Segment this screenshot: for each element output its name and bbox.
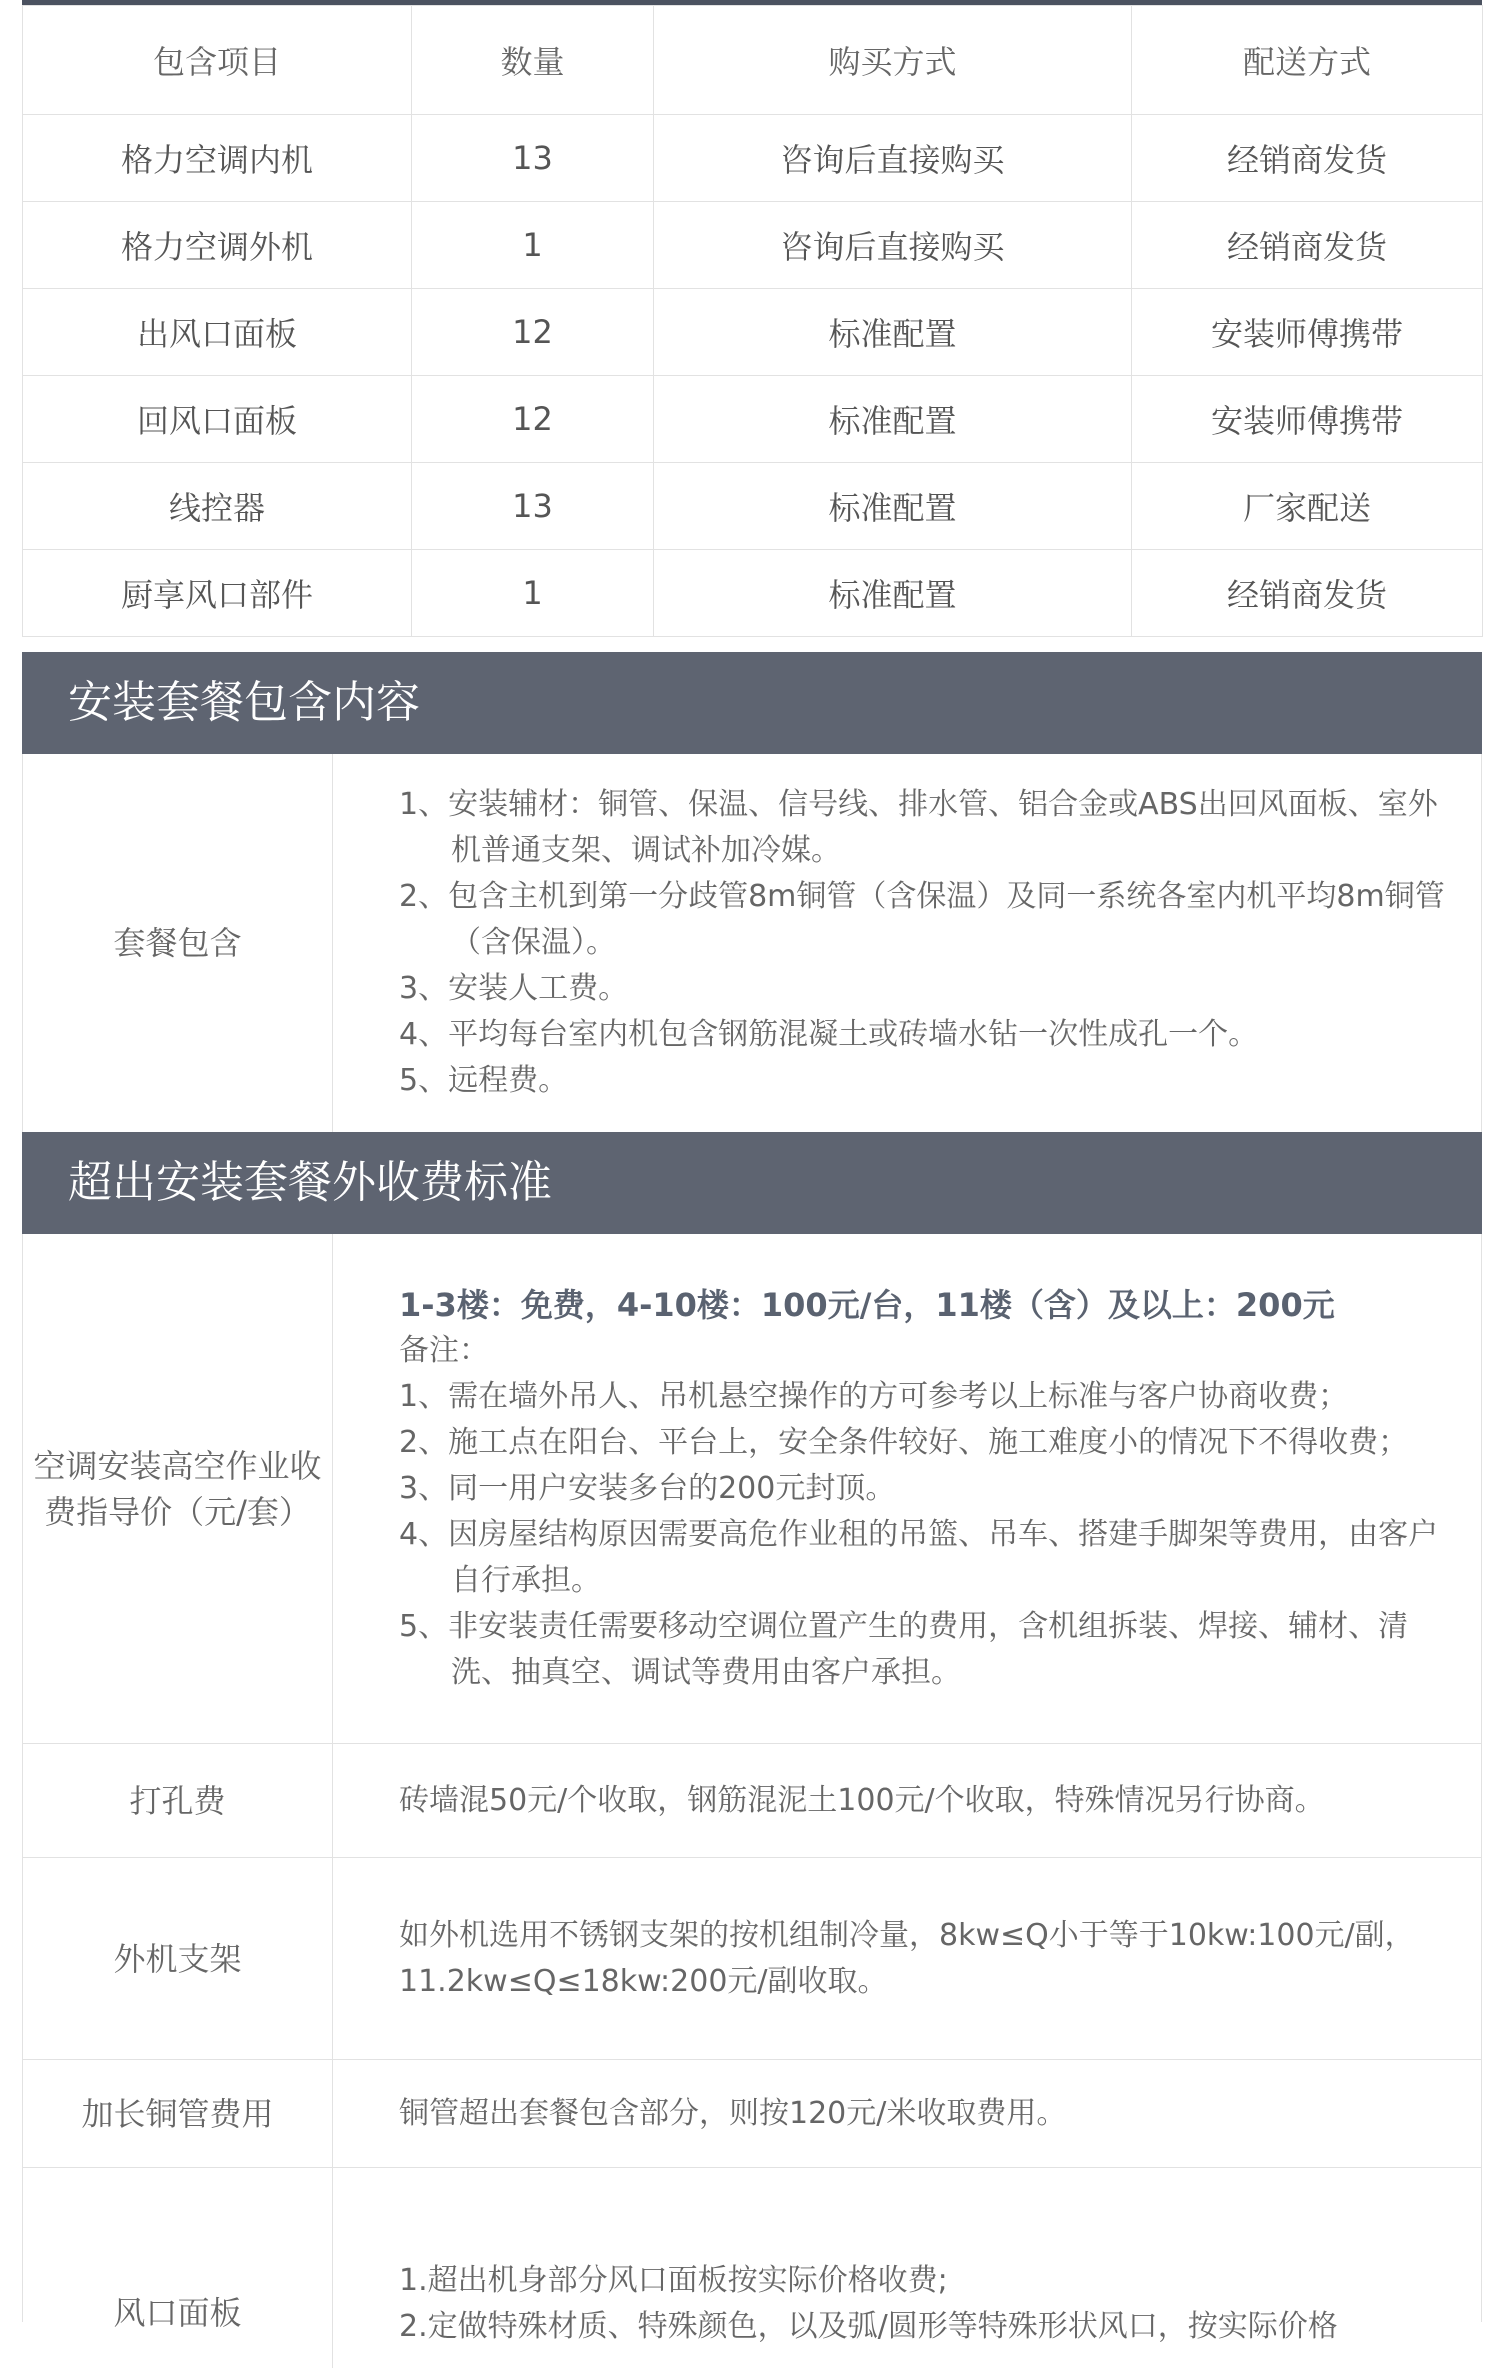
list-item: 1、需在墙外吊人、吊机悬空操作的方可参考以上标准与客户协商收费；: [399, 1378, 1349, 1414]
package-row: [23, 754, 1481, 1132]
list-item: 3、同一用户安装多台的200元封顶。: [399, 1470, 896, 1506]
quantity-cell: 13: [412, 115, 654, 202]
package-label: 套餐包含: [23, 754, 333, 1132]
vent-row: [23, 2168, 1481, 2368]
table-row: [23, 115, 1483, 202]
purchase-method-cell: 标准配置: [654, 550, 1132, 637]
delivery-method-cell: 经销商发货: [1132, 202, 1483, 289]
list-item: 1、安装辅材：铜管、保温、信号线、排水管、铝合金或ABS出回风面板、室外机普通支架、调试补加冷媒。: [399, 787, 1438, 868]
item-name-cell: 回风口面板: [23, 376, 412, 463]
item-name-cell: 线控器: [23, 463, 412, 550]
table-row: [23, 463, 1483, 550]
copper-row: [23, 2060, 1481, 2168]
column-header: 购买方式: [654, 6, 1132, 115]
item-name-cell: 格力空调内机: [23, 115, 412, 202]
drilling-label: 打孔费: [23, 1744, 333, 1857]
delivery-method-cell: 安装师傅携带: [1132, 289, 1483, 376]
column-header: 配送方式: [1132, 6, 1483, 115]
purchase-method-cell: 咨询后直接购买: [654, 202, 1132, 289]
copper-label: 加长铜管费用: [23, 2060, 333, 2167]
delivery-method-cell: 经销商发货: [1132, 550, 1483, 637]
high-altitude-row: [23, 1234, 1481, 1744]
note-label: 备注：: [399, 1332, 489, 1368]
bracket-label: 外机支架: [23, 1858, 333, 2059]
list-item: 3、安装人工费。: [399, 971, 629, 1006]
high-altitude-label: 空调安装高空作业收费指导价（元/套）: [23, 1234, 333, 1743]
list-item: 2、施工点在阳台、平台上，安全条件较好、施工难度小的情况下不得收费；: [399, 1424, 1409, 1460]
high-altitude-headline: 1-3楼：免费，4-10楼：100元/台，11楼（含）及以上：200元: [399, 1285, 1335, 1324]
list-item: 5、非安装责任需要移动空调位置产生的费用，含机组拆装、焊接、辅材、清洗、抽真空、调试等费用由客户承担。: [399, 1608, 1409, 1690]
list-item: 4、因房屋结构原因需要高危作业租的吊篮、吊车、搭建手脚架等费用，由客户自行承担。: [399, 1516, 1439, 1598]
list-item: 5、远程费。: [399, 1063, 569, 1098]
vent-content: [333, 2168, 1481, 2368]
delivery-method-cell: 经销商发货: [1132, 115, 1483, 202]
purchase-method-cell: 标准配置: [654, 376, 1132, 463]
purchase-method-cell: 咨询后直接购买: [654, 115, 1132, 202]
package-block: [22, 754, 1482, 1132]
quantity-cell: 12: [412, 289, 654, 376]
delivery-method-cell: 安装师傅携带: [1132, 376, 1483, 463]
drilling-text: 砖墙混50元/个收取，钢筋混泥土100元/个收取，特殊情况另行协商。: [399, 1782, 1325, 1818]
quantity-cell: 1: [412, 550, 654, 637]
package-content: [333, 754, 1481, 1132]
table-row: [23, 376, 1483, 463]
quantity-cell: 1: [412, 202, 654, 289]
item-name-cell: 格力空调外机: [23, 202, 412, 289]
copper-text: 铜管超出套餐包含部分，则按120元/米收取费用。: [399, 2095, 1067, 2131]
table-header-row: [23, 6, 1483, 115]
quantity-cell: 12: [412, 376, 654, 463]
items-table: [22, 5, 1483, 637]
section-header-extra-fees: 超出安装套餐外收费标准: [22, 1132, 1482, 1234]
bracket-text: 如外机选用不锈钢支架的按机组制冷量，8kw≤Q小于等于10kw:100元/副，11.2kw≤Q≤18kw:200元/副收取。: [399, 1917, 1415, 1999]
column-header: 包含项目: [23, 6, 412, 115]
extra-fees-block: [22, 1234, 1482, 2344]
drilling-row: [23, 1744, 1481, 1858]
quantity-cell: 13: [412, 463, 654, 550]
list-item: 2.定做特殊材质、特殊颜色，以及弧/圆形等特殊形状风口，按实际价格: [399, 2309, 1338, 2344]
column-header: 数量: [412, 6, 654, 115]
delivery-method-cell: 厂家配送: [1132, 463, 1483, 550]
purchase-method-cell: 标准配置: [654, 463, 1132, 550]
item-name-cell: 出风口面板: [23, 289, 412, 376]
list-item: 2、包含主机到第一分歧管8m铜管（含保温）及同一系统各室内机平均8m铜管（含保温）。: [399, 879, 1445, 960]
bracket-row: [23, 1858, 1481, 2060]
table-row: [23, 289, 1483, 376]
vent-label: 风口面板: [23, 2168, 333, 2368]
table-row: [23, 202, 1483, 289]
item-name-cell: 厨享风口部件: [23, 550, 412, 637]
section-header-package: 安装套餐包含内容: [22, 652, 1482, 754]
high-altitude-content: [333, 1234, 1481, 1743]
purchase-method-cell: 标准配置: [654, 289, 1132, 376]
list-item: 4、平均每台室内机包含钢筋混凝土或砖墙水钻一次性成孔一个。: [399, 1017, 1259, 1052]
list-item: 1.超出机身部分风口面板按实际价格收费;: [399, 2263, 948, 2298]
table-row: [23, 550, 1483, 637]
